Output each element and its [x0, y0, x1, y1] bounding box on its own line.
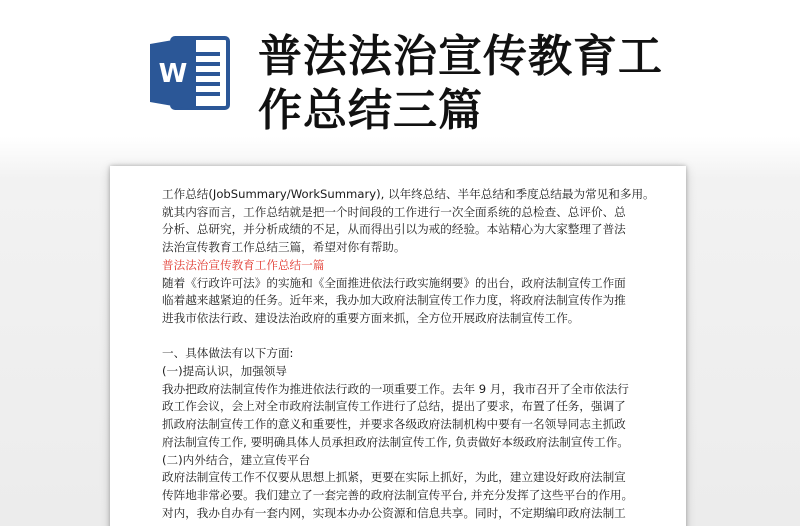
blank-line — [162, 328, 656, 346]
word-icon-letter: W — [158, 59, 188, 89]
paragraph-line: 分析、总研究，并分析成绩的不足，从而得出引以为戒的经验。本站精心为大家整理了普法 — [162, 222, 626, 237]
paragraph-line: 抓政府法制宣传工作的意义和重要性，并要求各级政府法制机构中要有一名领导同志主抓政 — [162, 417, 626, 432]
header — [0, 0, 800, 160]
document-page — [110, 166, 686, 526]
paragraph-line: 我办把政府法制宣传作为推进依法行政的一项重要工作。去年 9 月，我市召开了全市依法行 — [162, 381, 629, 396]
paragraph-line: 府法制宣传工作, 要明确具体人员承担政府法制宣传工作, 负责做好本级政府法制宣传工作。 — [162, 434, 629, 449]
paragraph-line: 随着《行政许可法》的实施和《全面推进依法行政实施纲要》的出台，政府法制宣传工作面 — [162, 275, 626, 290]
paragraph-line: 对内，我办自办有一套内网，实现本办办公资源和信息共享。同时，不定期编印政府法制工 — [162, 505, 626, 520]
paragraph-line: 政府法制宣传工作不仅要从思想上抓紧，更要在实际上抓好，为此，建立建设好政府法制宣 — [162, 470, 626, 485]
paragraph-line: 临着越来越紧迫的任务。近年来，我办加大政府法制宣传工作力度，将政府法制宣传作为推 — [162, 293, 626, 308]
paragraph-line: 法治宣传教育工作总结三篇，希望对你有帮助。 — [162, 240, 406, 255]
paragraph-line: 一、具体做法有以下方面: — [162, 346, 294, 361]
paragraph-line: 传阵地非常必要。我们建立了一套完善的政府法制宣传平台, 并充分发挥了这些平台的作用。 — [162, 487, 634, 502]
paragraph-line: (一)提高认识，加强领导 — [162, 364, 287, 379]
page-title-line-2: 作总结三篇 — [258, 85, 483, 136]
section-heading: 普法法治宣传教育工作总结一篇 — [162, 257, 325, 272]
page-title-line-1: 普法法治宣传教育工 — [258, 31, 663, 82]
word-document-icon — [146, 30, 232, 116]
paragraph-line: 工作总结(JobSummary/WorkSummary), 以年终总结、半年总结和季度总结最为常见和多用。 — [162, 187, 655, 201]
paragraph-line: 进我市依法行政、建设法治政府的重要方面来抓，全方位开展政府法制宣传工作。 — [162, 310, 580, 325]
paragraph-line: 就其内容而言，工作总结就是把一个时间段的工作进行一次全面系统的总检查、总评价、总 — [162, 204, 626, 219]
page-title — [258, 30, 728, 138]
paragraph-line: (二)内外结合，建立宣传平台 — [162, 452, 311, 467]
paragraph-line: 政工作会议，会上对全市政府法制宣传工作进行了总结，提出了要求，布置了任务，强调了 — [162, 399, 626, 414]
